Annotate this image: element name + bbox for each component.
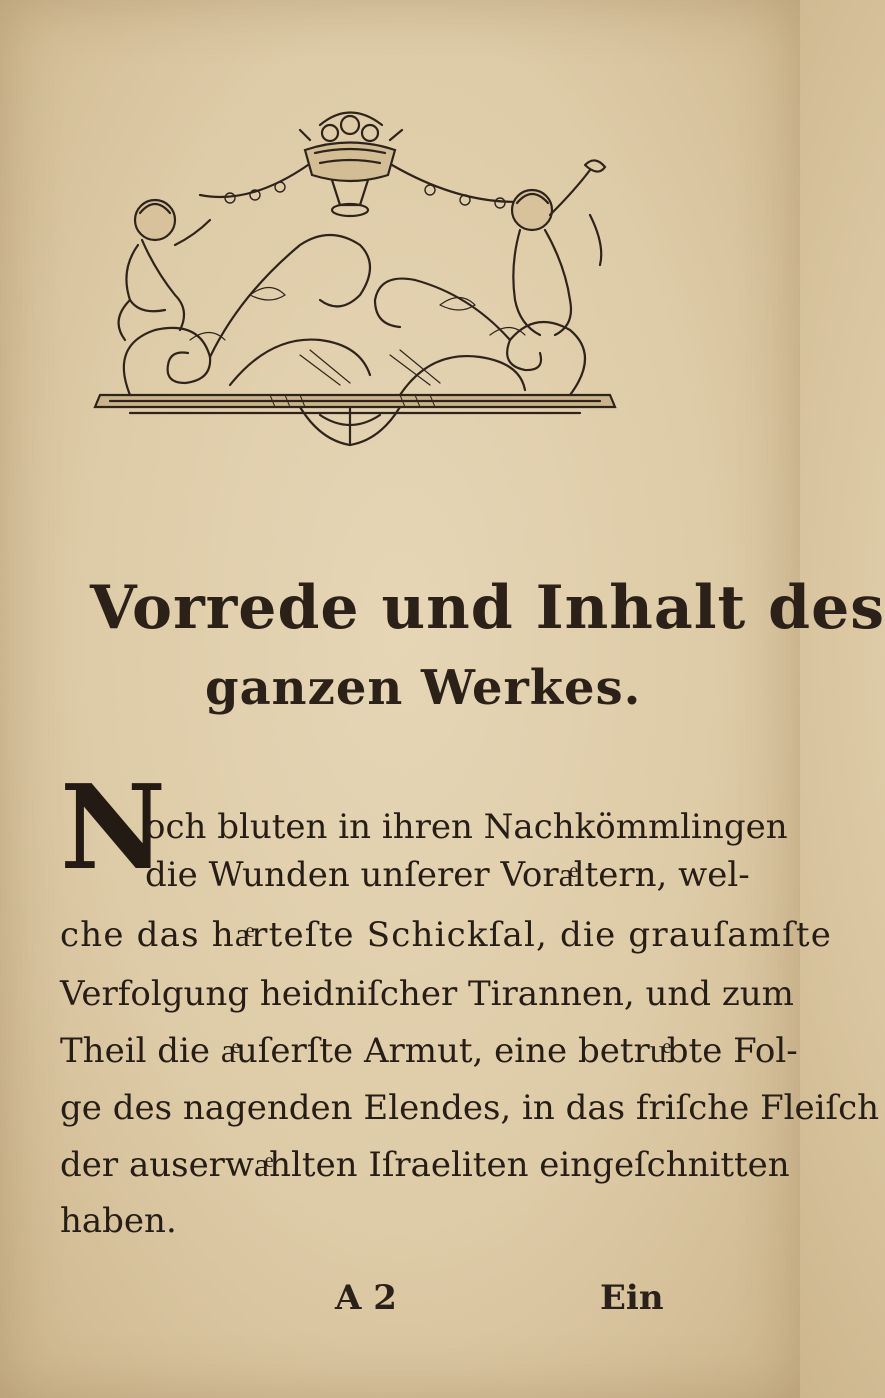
body-line-2: die Wunden unſerer Voraͤltern, wel-	[145, 855, 750, 895]
drop-cap: N	[60, 760, 167, 896]
body-line-7: der auserwaͤhlten Iſraeliten eingeſchnitten	[60, 1145, 790, 1185]
chapter-title-line-1: Vorrede und Inhalt des	[90, 573, 885, 643]
body-line-4: Verfolgung heidniſcher Tirannen, und zum	[60, 974, 794, 1014]
body-line-3: che das haͤrteſte Schickſal, die grauſamſte	[60, 915, 833, 955]
body-line-6: ge des nagenden Elendes, in das friſche Fleiſch	[60, 1088, 880, 1128]
body-line-5: Theil die aͤuſerſte Armut, eine betruͤbte Fol-	[60, 1031, 798, 1071]
signature-mark: A 2	[335, 1278, 397, 1318]
body-line-1: och bluten in ihren Nachkömmlingen	[145, 807, 788, 847]
catchword: Ein	[600, 1278, 664, 1318]
chapter-title-line-2: ganzen Werkes.	[205, 660, 642, 716]
baroque-ornament-with-putti-icon	[70, 95, 630, 455]
body-line-8: haben.	[60, 1201, 177, 1241]
